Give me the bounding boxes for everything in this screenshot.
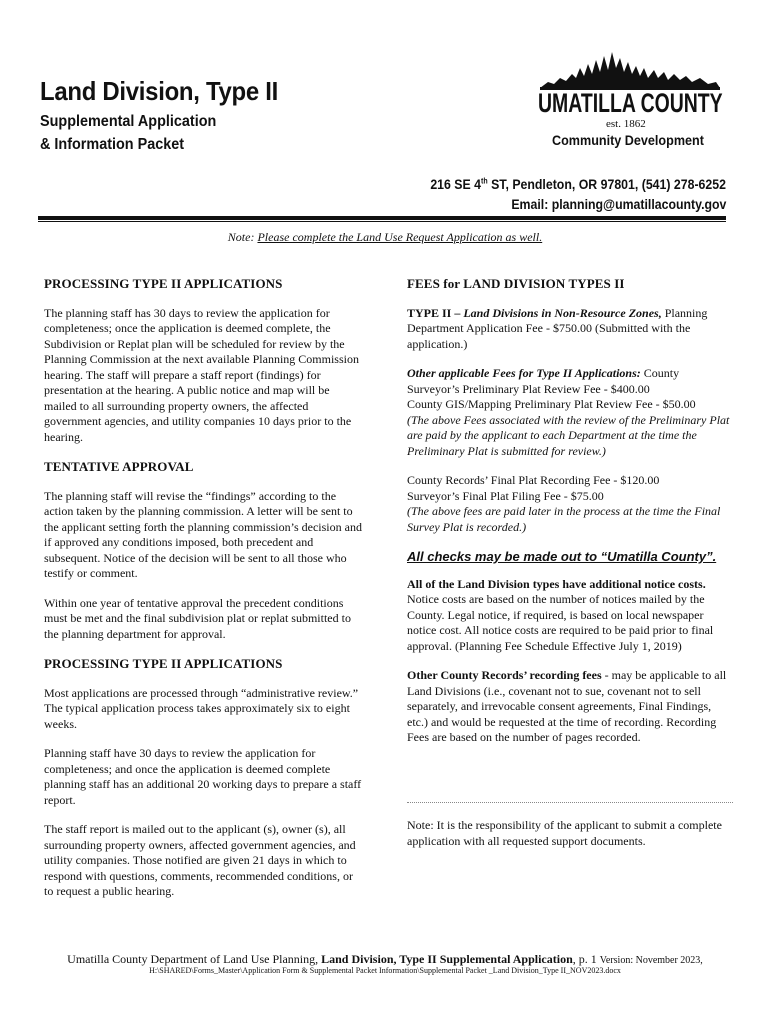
other-fees-paragraph: Other applicable Fees for Type II Applications: County Surveyor’s Preliminary Plat Review Fee - $400.00 County GIS/Mapping Preliminary Plat Review Fee - $50.00 (The above Fees associated with the review of the Preliminary Plat are paid by the applicant to each Department at the time the Preliminary Plat is submitted for review.) <box>407 366 730 458</box>
section-heading-processing: PROCESSING TYPE II APPLICATIONS <box>44 276 283 291</box>
section-divider <box>407 802 733 803</box>
county-logo-established: est. 1862 <box>606 118 646 130</box>
right-column <box>407 276 733 760</box>
subtitle-line-1: Supplemental Application <box>40 113 217 130</box>
subtitle-line-2: & Information Packet <box>40 136 185 153</box>
county-logo-department: Community Development <box>552 132 704 148</box>
tentative-approval-paragraph: The planning staff will revise the “findings” according to the action taken by the planning commission. A letter will be sent to the applicant setting forth the planning commission’s decision and if approved any conditions imposed, both precedent and subsequent. Notice of the decision will be sent to all those who testify or comment. <box>44 488 362 580</box>
page-title: Land Division, Type II <box>40 76 279 106</box>
office-address: 216 SE 4th ST, Pendleton, OR 97801, (541) 278-6252 <box>430 176 726 192</box>
header-divider-thin <box>38 221 726 222</box>
forest-skyline-logo-icon <box>540 48 720 90</box>
final-plat-fees-paragraph: County Records’ Final Plat Recording Fee - $120.00 Surveyor’s Final Plat Filing Fee - $75.00 (The above fees are paid later in the process at the time the Final Survey Plat is recorded.) <box>407 473 721 534</box>
section-heading-processing-2: PROCESSING TYPE II APPLICATIONS <box>44 656 283 671</box>
county-logo-name: UMATILLA COUNTY <box>538 88 723 118</box>
notice-costs-paragraph: All of the Land Division types have additional notice costs. Notice costs are based on the number of notices mailed by the County. Legal notice, if required, is based on local newspaper notice cost. All notice costs are required to be paid prior to final approval. (Planning Fee Schedule Effective July 1, 2019) <box>407 576 714 653</box>
section-heading-tentative-approval: TENTATIVE APPROVAL <box>44 459 194 474</box>
footer-line: Umatilla County Department of Land Use Planning, Land Division, Type II Supplemental Application, p. 1 Version: November 2023, <box>67 952 703 966</box>
staff-report-paragraph: The staff report is mailed out to the applicant (s), owner (s), all surrounding property owners, affected government agencies, and utility companies. Those notified are given 21 days in which to respond with questions, comments, recommended conditions, or to request a public hearing. <box>44 822 356 898</box>
recording-fees-paragraph: Other County Records’ recording fees - may be applicable to all Land Divisions (i.e., covenant not to sue, covenant not to sell separately, and irrevocable consent agreements, Final Findings, etc.) and would be requested at the time of recording. Recording Fees are based on the number of pages recorded. <box>407 668 727 744</box>
type-ii-fee-paragraph: TYPE II – Land Divisions in Non-Resource Zones, Planning Department Application Fee - $750.00 (Submitted with the application.) <box>407 305 708 351</box>
processing-paragraph: The planning staff has 30 days to review the application for completeness; once the application is deemed complete, the Subdivision or Replat plan will be scheduled for review by the Planning Commission at the next available Planning Commission hearing. The staff will prepare a staff report (findings) for presentation at the hearing. A public notice and map will be mailed to all surrounding property owners, the affected government agencies, and utility companies 10 days prior to the hearing. <box>44 305 359 444</box>
office-email: Email: planning@umatillacounty.gov <box>510 196 726 212</box>
application-note: Note: Please complete the Land Use Request Application as well. <box>227 230 543 244</box>
administrative-review-paragraph: Most applications are processed through “administrative review.” The typical application process takes approximately six to eight weeks. <box>44 685 359 731</box>
checks-payable-note: All checks may be made out to “Umatilla County”. <box>407 549 717 564</box>
header-divider <box>38 216 726 220</box>
left-column <box>44 276 364 914</box>
precedent-conditions-paragraph: Within one year of tentative approval the precedent conditions must be met and the final subdivision plat or replat submitted to the planning department for approval. <box>44 595 351 641</box>
completeness-note: Note: It is the responsibility of the applicant to submit a complete application with all requested support documents. <box>407 818 722 848</box>
footer-file-path: H:\SHARED\Forms_Master\Application Form & Supplemental Packet Information\Supplemental Packet _Land Division_Type II_NOV2023.docx <box>149 966 621 975</box>
section-heading-fees: FEES for LAND DIVISION TYPES II <box>407 276 625 291</box>
staff-review-paragraph: Planning staff have 30 days to review the application for completeness; and once the application is deemed complete planning staff has an additional 20 working days to prepare a staff report. <box>44 746 362 807</box>
